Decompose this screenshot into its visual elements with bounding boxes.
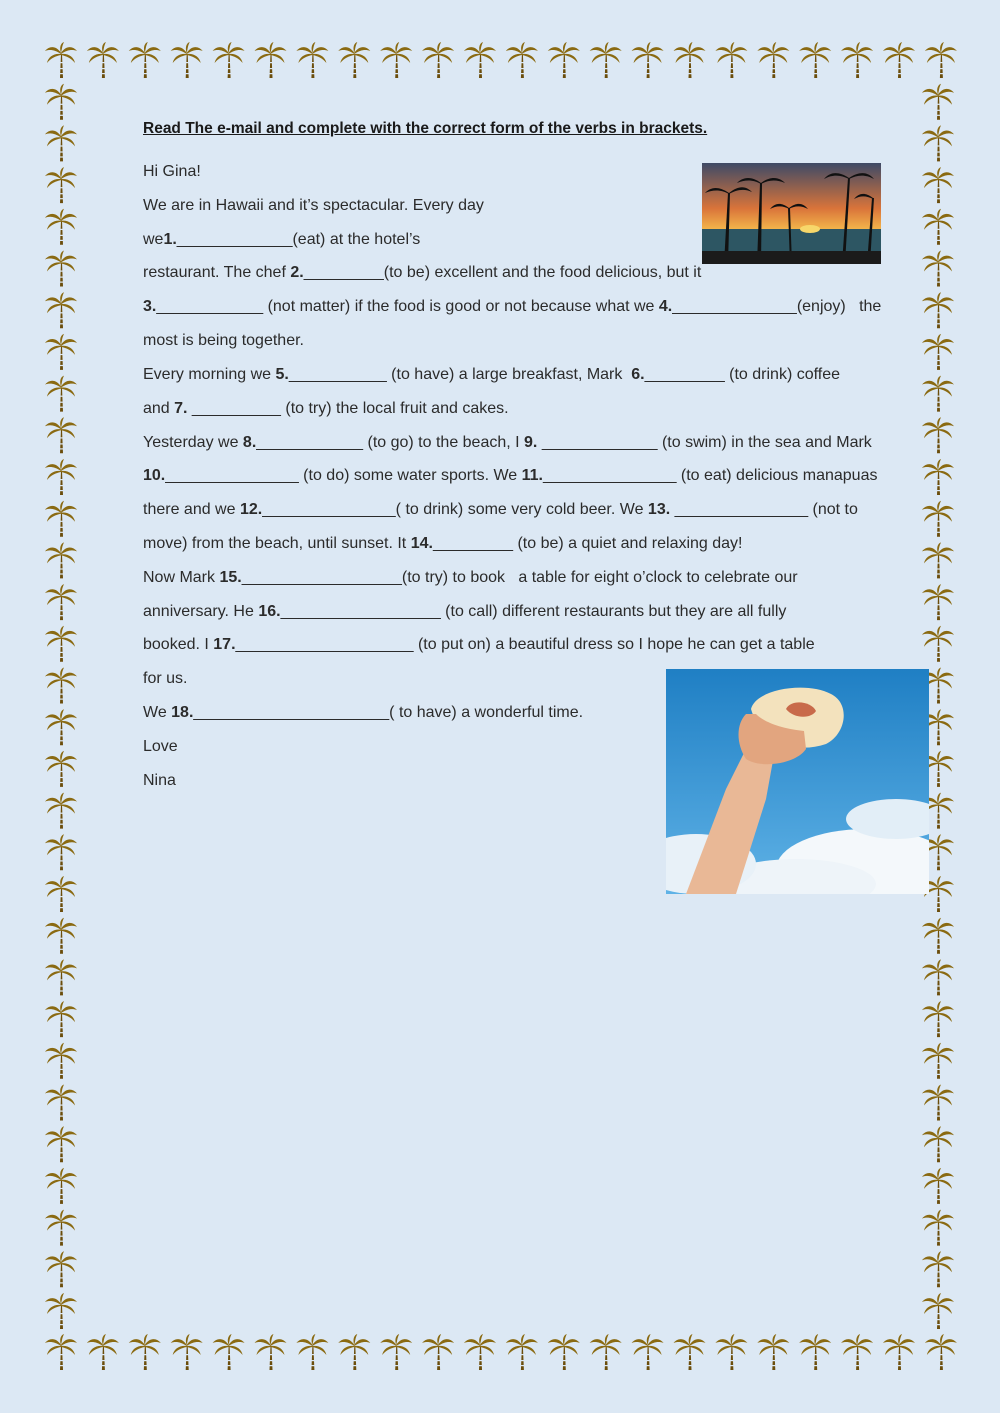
sunset-palms-photo bbox=[702, 163, 881, 264]
palm-tree-icon bbox=[922, 251, 954, 287]
email-signature: Nina bbox=[143, 772, 176, 789]
email-line-9: 10._______________ (to do) some water sports. We 11._______________ (to eat) delicious manapuas bbox=[143, 467, 878, 484]
email-line-6: Every morning we 5.___________ (to have) a large breakfast, Mark 6._________ (to drink) coffee bbox=[143, 366, 841, 383]
palm-tree-icon bbox=[45, 542, 77, 578]
palm-tree-icon bbox=[45, 584, 77, 620]
email-line-14: booked. I 17.____________________ (to put on) a beautiful dress so I hope he can get a table bbox=[143, 636, 815, 653]
palm-tree-icon bbox=[922, 1293, 954, 1329]
palm-tree-icon bbox=[129, 1334, 161, 1370]
palm-tree-icon bbox=[632, 1334, 664, 1370]
palm-tree-icon bbox=[45, 959, 77, 995]
palm-tree-icon bbox=[422, 42, 454, 78]
palm-tree-icon bbox=[922, 1126, 954, 1162]
email-line-1: We are in Hawaii and it’s spectacular. Every day bbox=[143, 197, 484, 214]
palm-tree-icon bbox=[45, 709, 77, 745]
palm-tree-icon bbox=[922, 1251, 954, 1287]
email-line-5: most is being together. bbox=[143, 332, 304, 349]
palm-tree-icon bbox=[45, 1293, 77, 1329]
hand-holding-manapua-photo bbox=[666, 669, 929, 894]
palm-tree-icon bbox=[922, 1085, 954, 1121]
palm-tree-icon bbox=[380, 1334, 412, 1370]
palm-tree-icon bbox=[380, 42, 412, 78]
palm-tree-icon bbox=[757, 42, 789, 78]
palm-tree-icon bbox=[883, 42, 915, 78]
palm-tree-icon bbox=[922, 459, 954, 495]
palm-tree-icon bbox=[506, 1334, 538, 1370]
palm-tree-icon bbox=[757, 1334, 789, 1370]
palm-tree-icon bbox=[45, 125, 77, 161]
palm-tree-icon bbox=[922, 542, 954, 578]
palm-tree-icon bbox=[87, 1334, 119, 1370]
palm-tree-icon bbox=[922, 1210, 954, 1246]
palm-tree-icon bbox=[922, 501, 954, 537]
email-line-10: there and we 12._______________( to drink) some very cold beer. We 13. _______________ (not to bbox=[143, 501, 858, 518]
palm-tree-icon bbox=[45, 793, 77, 829]
palm-tree-icon bbox=[45, 1126, 77, 1162]
palm-tree-icon bbox=[922, 376, 954, 412]
email-sign-off: Love bbox=[143, 738, 178, 755]
palm-tree-icon bbox=[45, 1251, 77, 1287]
palm-tree-icon bbox=[922, 334, 954, 370]
palm-tree-icon bbox=[45, 834, 77, 870]
email-line-8: Yesterday we 8.____________ (to go) to the beach, I 9. _____________ (to swim) in the sea and Mark bbox=[143, 434, 872, 451]
palm-tree-icon bbox=[922, 584, 954, 620]
palm-tree-icon bbox=[548, 42, 580, 78]
palm-tree-icon bbox=[45, 668, 77, 704]
palm-tree-icon bbox=[922, 292, 954, 328]
palm-tree-icon bbox=[171, 42, 203, 78]
email-line-2: we1._____________(eat) at the hotel’s bbox=[143, 231, 421, 248]
palm-tree-icon bbox=[922, 1043, 954, 1079]
palm-tree-icon bbox=[45, 417, 77, 453]
palm-tree-icon bbox=[129, 42, 161, 78]
palm-tree-icon bbox=[799, 1334, 831, 1370]
email-line-13: anniversary. He 16.__________________ (to call) different restaurants but they are all fully bbox=[143, 603, 787, 620]
palm-tree-icon bbox=[632, 42, 664, 78]
palm-tree-icon bbox=[255, 42, 287, 78]
palm-tree-icon bbox=[922, 626, 954, 662]
palm-tree-icon bbox=[715, 1334, 747, 1370]
palm-tree-icon bbox=[338, 1334, 370, 1370]
palm-tree-icon bbox=[45, 1001, 77, 1037]
palm-tree-icon bbox=[45, 1210, 77, 1246]
palm-tree-icon bbox=[255, 1334, 287, 1370]
palm-tree-icon bbox=[171, 1334, 203, 1370]
palm-tree-icon bbox=[841, 42, 873, 78]
palm-tree-icon bbox=[45, 1168, 77, 1204]
email-line-15: for us. bbox=[143, 670, 188, 687]
palm-tree-icon bbox=[922, 417, 954, 453]
email-line-16: We 18.______________________( to have) a wonderful time. bbox=[143, 704, 584, 721]
palm-tree-icon bbox=[45, 501, 77, 537]
palm-tree-icon bbox=[922, 1168, 954, 1204]
palm-tree-icon bbox=[548, 1334, 580, 1370]
greeting-line: Hi Gina! bbox=[143, 163, 201, 180]
palm-tree-icon bbox=[45, 251, 77, 287]
email-line-7: and 7. __________ (to try) the local fruit and cakes. bbox=[143, 400, 509, 417]
palm-tree-icon bbox=[45, 292, 77, 328]
palm-tree-icon bbox=[715, 42, 747, 78]
palm-tree-icon bbox=[45, 918, 77, 954]
email-line-12: Now Mark 15.__________________(to try) to book a table for eight o’clock to celebrate our bbox=[143, 569, 798, 586]
email-line-4: 3.____________ (not matter) if the food is good or not because what we 4.______________(enjoy) the bbox=[143, 298, 882, 315]
palm-tree-icon bbox=[590, 42, 622, 78]
palm-tree-icon bbox=[45, 167, 77, 203]
palm-tree-icon bbox=[506, 42, 538, 78]
palm-tree-icon bbox=[45, 1334, 77, 1370]
palm-tree-icon bbox=[213, 42, 245, 78]
palm-tree-icon bbox=[925, 1334, 957, 1370]
palm-tree-icon bbox=[841, 1334, 873, 1370]
palm-tree-icon bbox=[799, 42, 831, 78]
palm-tree-icon bbox=[338, 42, 370, 78]
palm-tree-icon bbox=[45, 626, 77, 662]
palm-tree-icon bbox=[922, 84, 954, 120]
palm-tree-icon bbox=[45, 1043, 77, 1079]
palm-tree-icon bbox=[674, 1334, 706, 1370]
palm-tree-icon bbox=[45, 876, 77, 912]
palm-tree-icon bbox=[45, 376, 77, 412]
palm-tree-icon bbox=[422, 1334, 454, 1370]
palm-tree-icon bbox=[45, 209, 77, 245]
email-line-11: move) from the beach, until sunset. It 14._________ (to be) a quiet and relaxing day! bbox=[143, 535, 743, 552]
palm-tree-icon bbox=[674, 42, 706, 78]
instructions-heading: Read The e-mail and complete with the correct form of the verbs in brackets. bbox=[143, 120, 708, 137]
email-line-3: restaurant. The chef 2._________(to be) excellent and the food delicious, but it bbox=[143, 264, 702, 281]
palm-tree-icon bbox=[45, 84, 77, 120]
palm-tree-icon bbox=[45, 42, 77, 78]
palm-tree-icon bbox=[925, 42, 957, 78]
palm-tree-icon bbox=[464, 1334, 496, 1370]
palm-tree-icon bbox=[296, 42, 328, 78]
palm-tree-icon bbox=[45, 459, 77, 495]
palm-tree-icon bbox=[922, 167, 954, 203]
palm-tree-icon bbox=[922, 1001, 954, 1037]
palm-tree-icon bbox=[45, 751, 77, 787]
palm-tree-icon bbox=[922, 918, 954, 954]
palm-tree-icon bbox=[590, 1334, 622, 1370]
palm-tree-icon bbox=[922, 125, 954, 161]
palm-tree-icon bbox=[922, 209, 954, 245]
palm-tree-icon bbox=[296, 1334, 328, 1370]
palm-tree-icon bbox=[45, 1085, 77, 1121]
palm-tree-icon bbox=[87, 42, 119, 78]
palm-tree-icon bbox=[45, 334, 77, 370]
palm-tree-icon bbox=[213, 1334, 245, 1370]
palm-tree-icon bbox=[883, 1334, 915, 1370]
palm-tree-icon bbox=[464, 42, 496, 78]
palm-tree-icon bbox=[922, 959, 954, 995]
